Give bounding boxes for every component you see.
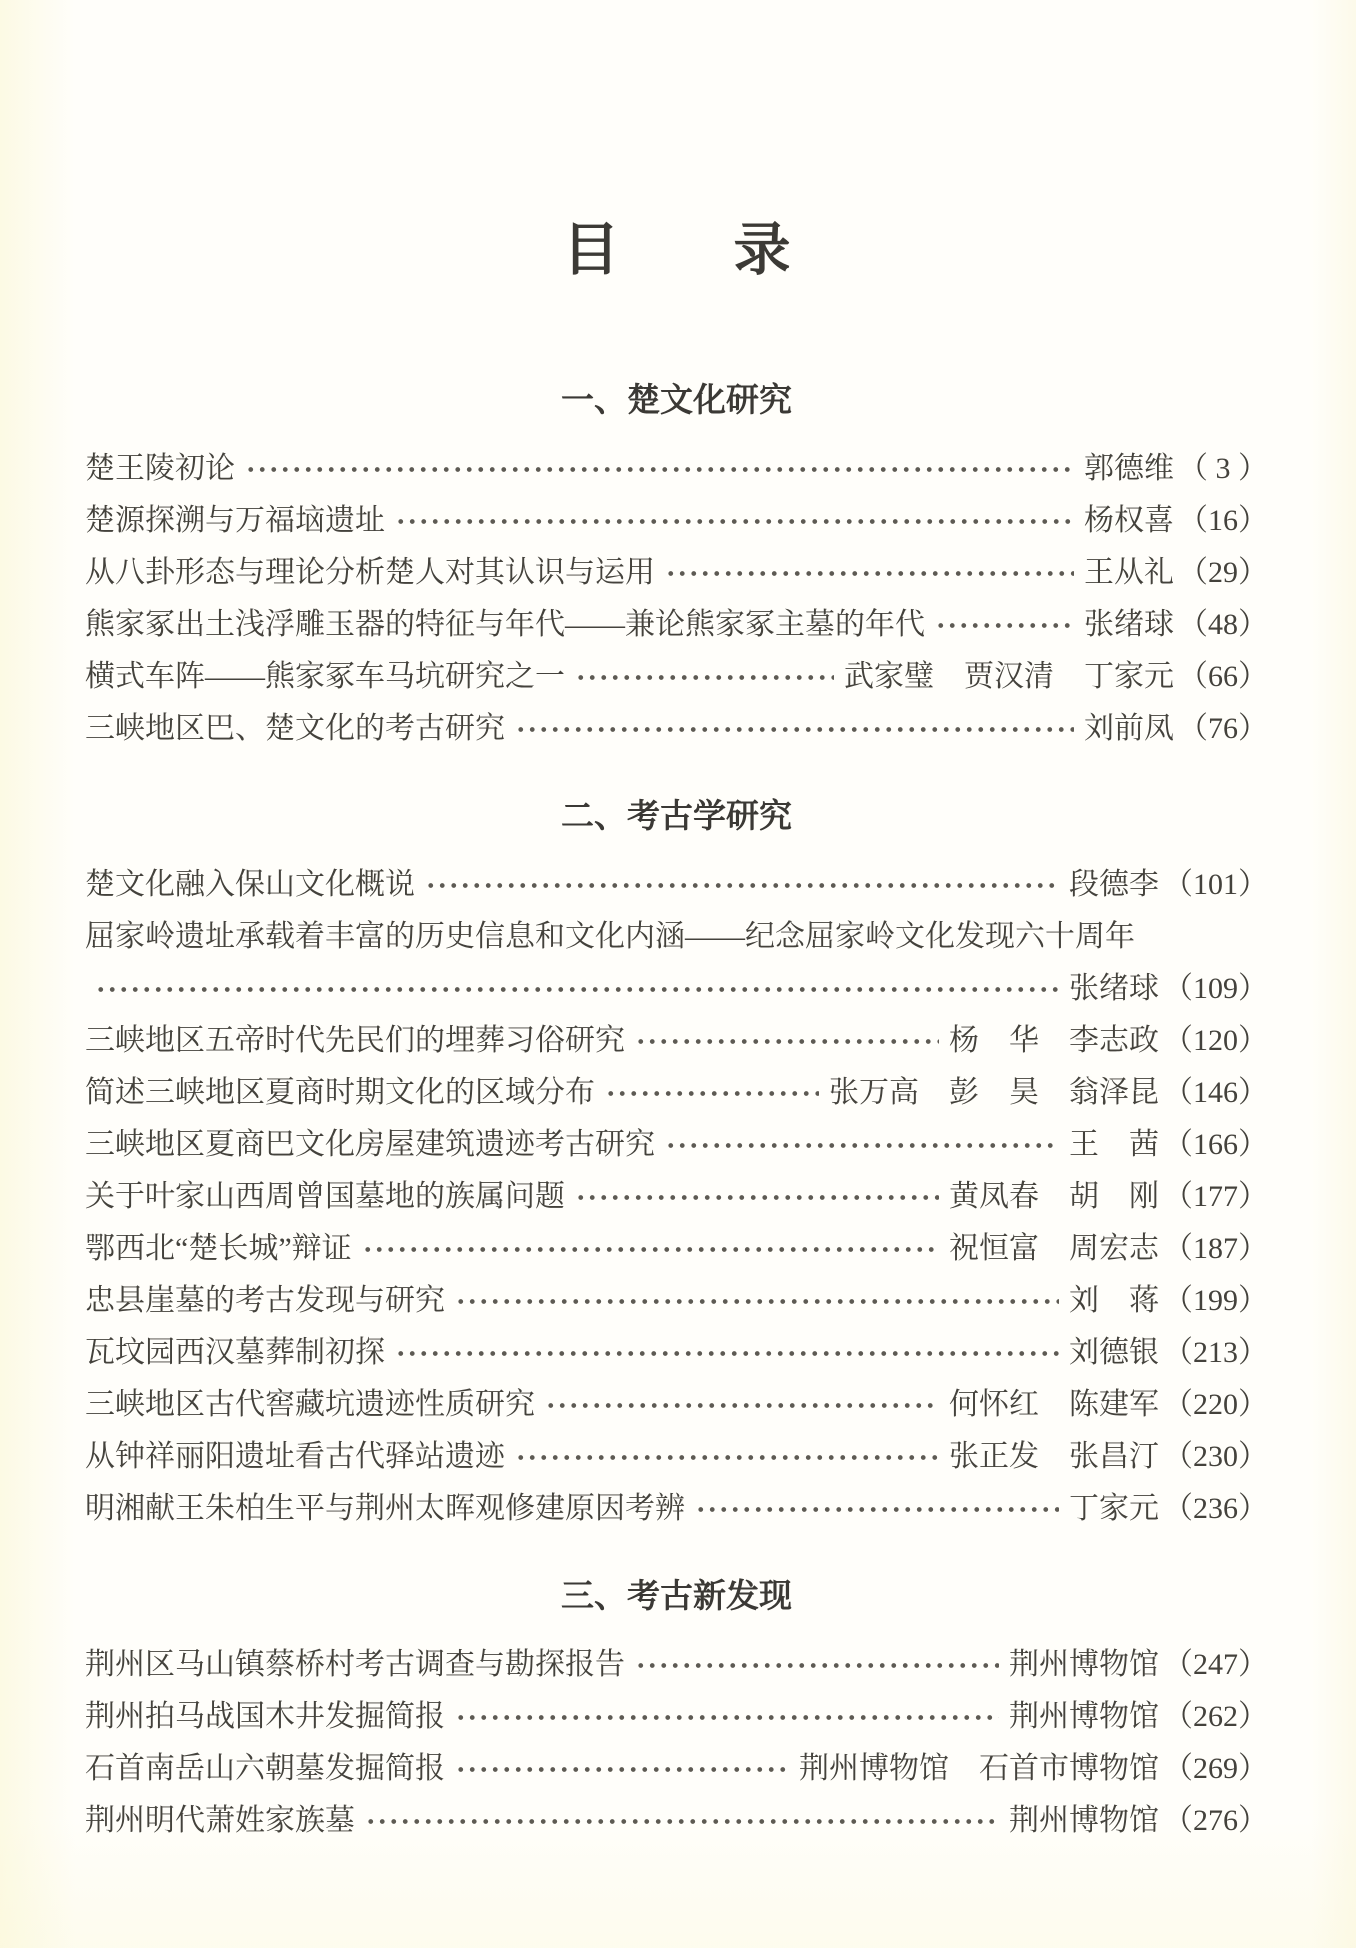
entry-page-number: （109） xyxy=(1163,972,1268,1005)
entry-authors: 张万高 彭 昊 翁泽昆 xyxy=(829,1076,1159,1109)
entry-title: 横式车阵——熊家冢车马坑研究之一 xyxy=(85,660,565,693)
dot-leader xyxy=(93,986,1059,993)
entry-page-number: （262） xyxy=(1163,1700,1268,1733)
entry-page-number: （146） xyxy=(1163,1076,1268,1109)
toc-entry xyxy=(85,443,1268,495)
toc-entry xyxy=(85,703,1268,755)
toc-section xyxy=(85,1579,1268,1847)
dot-leader xyxy=(453,1766,789,1773)
toc-entry xyxy=(85,1639,1268,1691)
entry-title: 鄂西北“楚长城”辩证 xyxy=(85,1232,352,1265)
dot-leader xyxy=(573,674,834,681)
toc-entry xyxy=(85,859,1268,911)
toc-section xyxy=(85,383,1268,755)
entry-authors: 郭德维 xyxy=(1084,452,1174,485)
entry-authors: 荆州博物馆 石首市博物馆 xyxy=(799,1752,1159,1785)
entry-page-number: （101） xyxy=(1163,868,1268,901)
toc-entry xyxy=(85,495,1268,547)
toc-entry xyxy=(85,1795,1268,1847)
toc-entry xyxy=(85,599,1268,651)
entry-authors: 刘前凤 xyxy=(1084,712,1174,745)
entry-page-number: （220） xyxy=(1163,1388,1268,1421)
entry-authors: 王 茜 xyxy=(1069,1128,1159,1161)
dot-leader xyxy=(693,1506,1059,1513)
entry-authors: 祝恒富 周宏志 xyxy=(949,1232,1159,1265)
toc-entry xyxy=(85,1171,1268,1223)
entry-title: 三峡地区夏商巴文化房屋建筑遗迹考古研究 xyxy=(85,1128,655,1161)
entry-title: 楚源探溯与万福垴遗址 xyxy=(85,504,385,537)
dot-leader xyxy=(663,1142,1059,1149)
dot-leader xyxy=(573,1194,939,1201)
section-heading: 二、考古学研究 xyxy=(561,797,792,834)
toc-entry xyxy=(85,1691,1268,1743)
entry-title: 从钟祥丽阳遗址看古代驿站遗迹 xyxy=(85,1440,505,1473)
toc-entry xyxy=(85,1431,1268,1483)
toc-entry xyxy=(85,1379,1268,1431)
entry-page-number: （269） xyxy=(1163,1752,1268,1785)
entry-authors: 张正发 张昌汀 xyxy=(949,1440,1159,1473)
entry-title: 三峡地区巴、楚文化的考古研究 xyxy=(85,712,505,745)
toc-entry xyxy=(85,1483,1268,1535)
entry-page-number: （29） xyxy=(1178,556,1268,589)
entry-authors: 荆州博物馆 xyxy=(1009,1804,1159,1837)
dot-leader xyxy=(543,1402,939,1409)
dot-leader xyxy=(603,1090,819,1097)
dot-leader xyxy=(633,1038,939,1045)
entry-authors: 黄凤春 胡 刚 xyxy=(949,1180,1159,1213)
dot-leader xyxy=(453,1298,1059,1305)
toc-entry xyxy=(85,911,1268,963)
toc-entry xyxy=(85,651,1268,703)
dot-leader xyxy=(453,1714,999,1721)
entry-authors: 杨权喜 xyxy=(1084,504,1174,537)
entry-authors: 杨 华 李志政 xyxy=(949,1024,1159,1057)
entry-authors: 王从礼 xyxy=(1084,556,1174,589)
entry-authors: 张绪球 xyxy=(1084,608,1174,641)
toc-entry xyxy=(85,1223,1268,1275)
page-title: 目 录 xyxy=(562,219,791,282)
entry-title: 瓦坟园西汉墓葬制初探 xyxy=(85,1336,385,1369)
toc-entry xyxy=(85,1275,1268,1327)
entry-authors: 张绪球 xyxy=(1069,972,1159,1005)
entry-title: 三峡地区五帝时代先民们的埋葬习俗研究 xyxy=(85,1024,625,1057)
dot-leader xyxy=(633,1662,999,1669)
entry-title: 楚王陵初论 xyxy=(85,452,235,485)
toc-entry xyxy=(85,1743,1268,1795)
entry-authors: 刘 蒋 xyxy=(1069,1284,1159,1317)
dot-leader xyxy=(933,622,1074,629)
section-heading: 一、楚文化研究 xyxy=(561,381,792,418)
entry-page-number: （236） xyxy=(1163,1492,1268,1525)
entry-title: 石首南岳山六朝墓发掘简报 xyxy=(85,1752,445,1785)
toc-entry xyxy=(85,547,1268,599)
entry-page-number: （48） xyxy=(1178,608,1268,641)
entry-authors: 段德李 xyxy=(1069,868,1159,901)
entry-page-number: （276） xyxy=(1163,1804,1268,1837)
entry-authors: 武家璧 贾汉清 丁家元 xyxy=(844,660,1174,693)
toc-sections xyxy=(85,383,1268,1847)
entry-title: 屈家岭遗址承载着丰富的历史信息和文化内涵——纪念屈家岭文化发现六十周年 xyxy=(85,920,1135,953)
entry-page-number: （213） xyxy=(1163,1336,1268,1369)
entry-authors: 刘德银 xyxy=(1069,1336,1159,1369)
dot-leader xyxy=(423,882,1059,889)
toc-section xyxy=(85,799,1268,1535)
entry-title: 忠县崖墓的考古发现与研究 xyxy=(85,1284,445,1317)
entry-page-number: （120） xyxy=(1163,1024,1268,1057)
entry-title: 荆州区马山镇蔡桥村考古调查与勘探报告 xyxy=(85,1648,625,1681)
entry-title: 明湘献王朱柏生平与荆州太晖观修建原因考辨 xyxy=(85,1492,685,1525)
dot-leader xyxy=(663,570,1074,577)
entry-title: 荆州明代萧姓家族墓 xyxy=(85,1804,355,1837)
entry-page-number: （247） xyxy=(1163,1648,1268,1681)
entry-title: 荆州拍马战国木井发掘简报 xyxy=(85,1700,445,1733)
toc-entry xyxy=(85,1327,1268,1379)
dot-leader xyxy=(363,1818,999,1825)
dot-leader xyxy=(393,1350,1059,1357)
dot-leader xyxy=(513,1454,939,1461)
entry-title: 关于叶家山西周曾国墓地的族属问题 xyxy=(85,1180,565,1213)
entry-authors: 荆州博物馆 xyxy=(1009,1648,1159,1681)
section-heading: 三、考古新发现 xyxy=(561,1577,792,1614)
entry-authors: 何怀红 陈建军 xyxy=(949,1388,1159,1421)
entry-authors: 荆州博物馆 xyxy=(1009,1700,1159,1733)
toc-entry xyxy=(85,1119,1268,1171)
entry-title: 三峡地区古代窖藏坑遗迹性质研究 xyxy=(85,1388,535,1421)
toc-entry-continuation xyxy=(85,963,1268,1015)
entry-page-number: （76） xyxy=(1178,712,1268,745)
toc-entry xyxy=(85,1015,1268,1067)
entry-page-number: （177） xyxy=(1163,1180,1268,1213)
entry-page-number: （166） xyxy=(1163,1128,1268,1161)
entry-title: 简述三峡地区夏商时期文化的区域分布 xyxy=(85,1076,595,1109)
entry-page-number: （230） xyxy=(1163,1440,1268,1473)
dot-leader xyxy=(360,1246,939,1253)
entry-title: 熊家冢出土浅浮雕玉器的特征与年代——兼论熊家冢主墓的年代 xyxy=(85,608,925,641)
dot-leader xyxy=(393,518,1074,525)
dot-leader xyxy=(243,466,1074,473)
toc-entry xyxy=(85,1067,1268,1119)
dot-leader xyxy=(513,726,1074,733)
entry-authors: 丁家元 xyxy=(1069,1492,1159,1525)
entry-title: 从八卦形态与理论分析楚人对其认识与运用 xyxy=(85,556,655,589)
entry-page-number: （187） xyxy=(1163,1232,1268,1265)
entry-page-number: （66） xyxy=(1178,660,1268,693)
table-of-contents xyxy=(85,219,1268,1847)
entry-page-number: （16） xyxy=(1178,504,1268,537)
entry-page-number: （199） xyxy=(1163,1284,1268,1317)
entry-title: 楚文化融入保山文化概说 xyxy=(85,868,415,901)
entry-page-number: （ 3 ） xyxy=(1178,452,1268,485)
